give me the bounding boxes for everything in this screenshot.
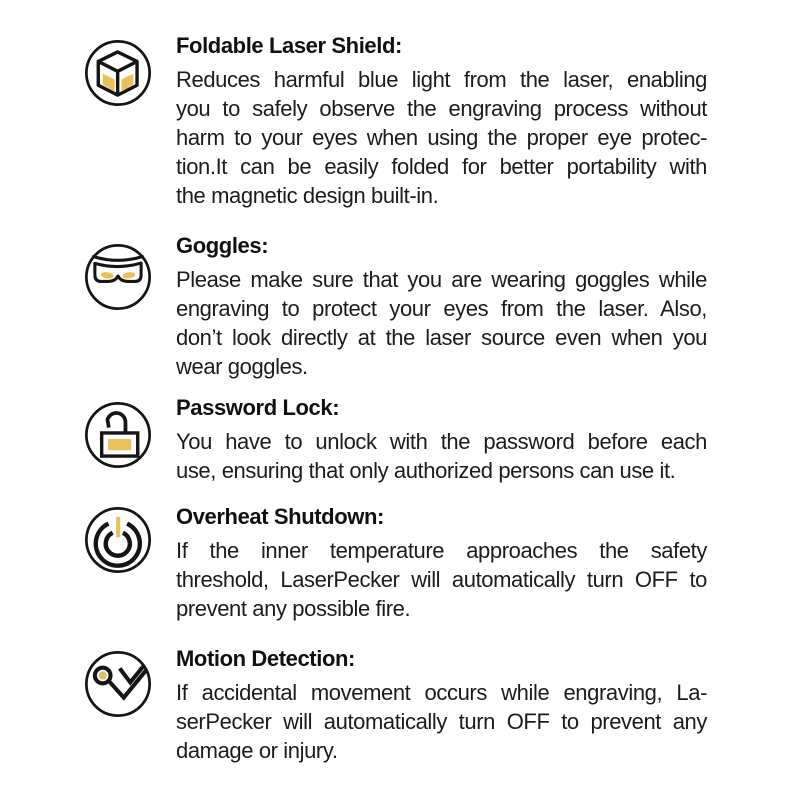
feature-text-line: the magnetic design built-in.: [176, 183, 439, 208]
feature-text-line: tion.It can be easily folded for better portability with: [176, 154, 707, 179]
feature-body: [176, 265, 707, 381]
motion-check-icon: [84, 650, 152, 718]
feature-text-line: You have to unlock with the password before each: [176, 429, 707, 454]
goggles-icon: [84, 243, 152, 311]
goggles-icon-wrap: [84, 243, 152, 311]
padlock-unlocked-icon: [84, 401, 152, 469]
feature-title: Foldable Laser Shield:: [176, 33, 402, 58]
feature-text-line: prevent any possible fire.: [176, 596, 411, 621]
power-icon-wrap: [84, 506, 152, 574]
feature-text-line: damage or injury.: [176, 738, 338, 763]
feature-body: [176, 427, 707, 485]
feature-text-line: threshold, LaserPecker will automatically turn OFF to: [176, 567, 707, 592]
feature-title: Motion Detection:: [176, 646, 355, 671]
motion-check-icon-wrap: [84, 650, 152, 718]
feature-text-line: harm to your eyes when using the proper eye protec-: [176, 125, 707, 150]
feature-title: Password Lock:: [176, 395, 340, 420]
power-icon: [84, 506, 152, 574]
feature-text-line: If the inner temperature approaches the safety: [176, 538, 707, 563]
feature-text-line: Please make sure that you are wearing goggles while: [176, 267, 707, 292]
feature-text-line: engraving to protect your eyes from the laser. Also,: [176, 296, 707, 321]
feature-text-line: If accidental movement occurs while engraving, La-: [176, 680, 707, 705]
feature-text-line: don’t look directly at the laser source even when you: [176, 325, 707, 350]
feature-text-line: Reduces harmful blue light from the laser, enabling: [176, 67, 707, 92]
feature-text-line: you to safely observe the engraving process without: [176, 96, 707, 121]
padlock-unlocked-icon-wrap: [84, 401, 152, 469]
feature-text-line: use, ensuring that only authorized persons can use it.: [176, 458, 676, 483]
feature-text-line: wear goggles.: [176, 354, 308, 379]
feature-title: Goggles:: [176, 233, 269, 258]
feature-body: [176, 65, 707, 210]
feature-body: [176, 678, 707, 765]
cube-icon-wrap: [84, 39, 152, 107]
cube-icon: [84, 39, 152, 107]
feature-body: [176, 536, 707, 623]
feature-title: Overheat Shutdown:: [176, 504, 384, 529]
feature-text-line: serPecker will automatically turn OFF to prevent any: [176, 709, 707, 734]
